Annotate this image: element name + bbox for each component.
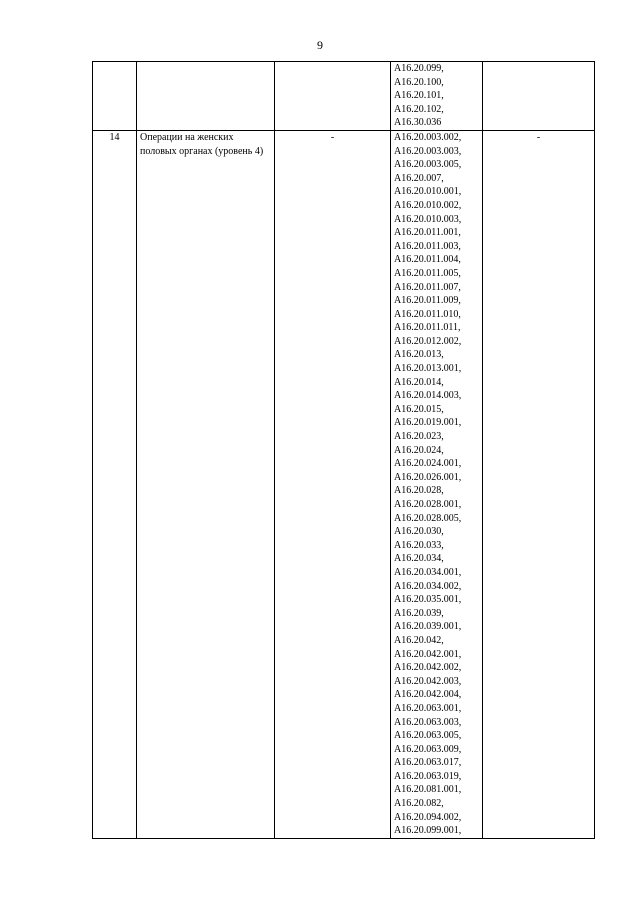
service-code: A16.20.034.002,: [394, 580, 462, 592]
service-code: A16.20.010.003,: [394, 213, 462, 225]
service-code: A16.20.063.001,: [394, 702, 462, 714]
row-number-cell: 14: [93, 130, 137, 838]
service-code: A16.20.015,: [394, 403, 444, 415]
service-code: A16.20.011.009,: [394, 295, 461, 307]
service-code: A16.20.035.001,: [394, 594, 462, 606]
service-code: A16.20.039,: [394, 607, 444, 619]
table-row: [93, 130, 595, 838]
row-name-cell: [137, 62, 275, 131]
service-code: A16.20.012.002,: [394, 335, 462, 347]
service-code: A16.20.010.001,: [394, 186, 462, 198]
service-code: A16.20.011.001,: [394, 227, 461, 239]
document-table: [92, 61, 595, 839]
row-col5-cell: -: [483, 130, 595, 838]
service-code: A16.20.034,: [394, 553, 444, 565]
service-code: A16.20.063.005,: [394, 730, 462, 742]
service-code: A16.20.011.003,: [394, 240, 461, 252]
service-code: A16.20.102,: [394, 103, 444, 115]
service-code: A16.20.094.002,: [394, 811, 462, 823]
row-number-cell: [93, 62, 137, 131]
service-code: A16.20.003.002,: [394, 131, 462, 143]
page-number: 9: [317, 38, 323, 52]
service-code: A16.20.034.001,: [394, 566, 462, 578]
service-code: A16.20.042.003,: [394, 675, 462, 687]
service-code: A16.20.100,: [394, 76, 444, 88]
table-row: [93, 62, 595, 131]
service-code: A16.20.007,: [394, 172, 444, 184]
service-code: A16.20.019.001,: [394, 417, 462, 429]
row-name-cell: Операции на женских половых органах (уровень 4): [137, 130, 275, 838]
service-code: A16.20.042.002,: [394, 662, 462, 674]
service-code: A16.20.024,: [394, 444, 444, 456]
service-code: A16.20.011.011,: [394, 322, 461, 334]
service-code: A16.20.101,: [394, 90, 444, 102]
service-code: A16.20.028,: [394, 485, 444, 497]
service-code: A16.30.036: [394, 117, 442, 129]
row-col3-cell: [275, 62, 391, 131]
service-code: A16.20.011.004,: [394, 254, 461, 266]
service-code: A16.20.082,: [394, 798, 444, 810]
service-code: A16.20.042.004,: [394, 689, 462, 701]
service-code: A16.20.063.017,: [394, 757, 462, 769]
service-code: A16.20.011.005,: [394, 267, 461, 279]
service-code: A16.20.010.002,: [394, 199, 462, 211]
service-code: A16.20.024.001,: [394, 458, 462, 470]
service-code: A16.20.042.001,: [394, 648, 462, 660]
table-body: [93, 62, 595, 839]
service-code: A16.20.033,: [394, 539, 444, 551]
row-codes-cell: [391, 130, 483, 838]
service-code: A16.20.042,: [394, 634, 444, 646]
service-code: A16.20.013.001,: [394, 363, 462, 375]
service-code: A16.20.023,: [394, 431, 444, 443]
service-code: A16.20.028.001,: [394, 499, 462, 510]
row-col5-cell: [483, 62, 595, 131]
service-code: A16.20.081.001,: [394, 784, 462, 796]
service-code: A16.20.003.003,: [394, 145, 462, 157]
service-code: A16.20.063.009,: [394, 743, 462, 755]
service-code: A16.20.028.005,: [394, 512, 462, 524]
service-code: A16.20.026.001,: [394, 471, 462, 483]
service-code: A16.20.099.001,: [394, 825, 462, 837]
service-code: A16.20.014,: [394, 376, 444, 388]
service-code: A16.20.063.003,: [394, 716, 462, 728]
service-code: A16.20.011.010,: [394, 308, 461, 320]
service-code: A16.20.030,: [394, 526, 444, 538]
service-code: A16.20.099,: [394, 63, 444, 74]
row-codes-cell: [391, 62, 483, 131]
service-code: A16.20.039.001,: [394, 621, 462, 633]
service-code: A16.20.013,: [394, 349, 444, 361]
row-col3-cell: -: [275, 130, 391, 838]
service-code: A16.20.063.019,: [394, 770, 462, 782]
service-code: A16.20.011.007,: [394, 281, 461, 293]
service-code: A16.20.014.003,: [394, 390, 462, 402]
service-code: A16.20.003.005,: [394, 159, 462, 171]
